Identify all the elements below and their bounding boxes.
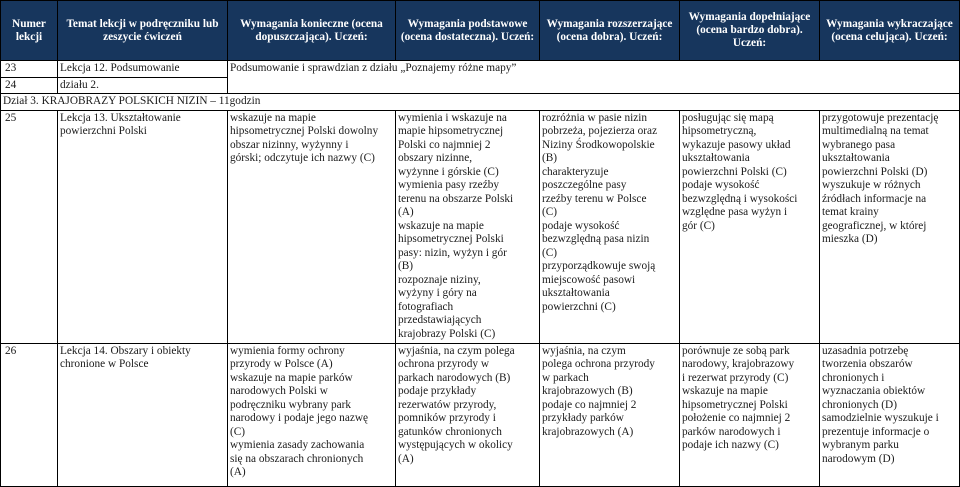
lesson-topic-text: Lekcja 14. Obszary i obiekty chronione w Polsce [60,344,191,370]
table-row [1,61,960,78]
extended-cell [540,110,680,343]
required-text: wskazuje na mapie hipsometrycznej Polski dowolny obszar nizinny, wyżynny i górski; odczytuje ich nazwy (C) [230,111,379,164]
complementary-cell [680,343,820,486]
summary-text: Podsumowanie i sprawdzian z działu „Poznajemy różne mapy” [230,62,517,74]
required-cell [228,343,396,486]
header-lesson-number: Numer lekcji [1,1,58,61]
required-cell [228,110,396,343]
extended-text: rozróżnia w pasie nizin pobrzeża, pojezierza oraz Niziny Środkowopolskie (B) charakteryzuje poszczególne pasy rzeźby terenu w Polsce (C) podaje wysokość bezwzględną pasa nizin (C) przyporządkowuje swoją miejscowość pasowi ukształtowania powierzchni (C) [542,111,658,313]
lesson-topic-text: Lekcja 13. Ukształtowanie powierzchni Polski [60,111,181,137]
header-row [1,1,960,61]
basic-text: wymienia i wskazuje na mapie hipsometrycznej Polski co najmniej 2 obszary nizinne, wyżynne i górskie (C) wymienia pasy rzeźby terenu na obszarze Polski (A) wskazuje na mapie hipsometrycznej Polski pasy: nizin, wyżyn i gór (B) rozpoznaje niziny, wyżyny i góry na fotografiach przedstawiających krajobrazy Polski (C) [398,111,514,340]
lesson-topic [58,110,228,343]
header-topic: Temat lekcji w podręczniku lub zeszycie ćwiczeń [58,1,228,61]
header-complementary: Wymagania dopełniające (ocena bardzo dobra). Uczeń: [680,1,820,61]
exceeding-text: uzasadnia potrzebę tworzenia obszarów chronionych i wyznaczania obiektów chronionych (D) samodzielnie wyszukuje i prezentuje informacje o wybranym parku narodowym (D) [822,344,939,465]
section-row [1,94,960,111]
section-title: Dział 3. KRAJOBRAZY POLSKICH NIZIN – 11godzin [1,94,960,111]
lesson-number: 25 [1,110,58,343]
table-row [1,110,960,343]
summary-cell [228,61,960,94]
complementary-text: posługując się mapą hipsometryczną, wykazuje pasowy układ ukształtowania powierzchni Polski (C) podaje wysokość bezwzględną i wysokości względne pasa wyżyn i gór (C) [682,111,798,232]
exceeding-cell [820,110,960,343]
lesson-number: 23 [1,61,58,78]
lesson-number: 24 [1,77,58,94]
header-exceeding: Wymagania wykraczające (ocena celująca). Uczeń: [820,1,960,61]
lesson-number: 26 [1,343,58,486]
basic-cell [396,343,540,486]
exceeding-cell [820,343,960,486]
exceeding-text: przygotowuje prezentację multimedialną na temat wybranego pasa ukształtowania powierzchni Polski (D) wyszukuje w różnych źródłach informacje na temat krainy geograficznej, w której mieszka (D) [822,111,939,245]
required-text: wymienia formy ochrony przyrody w Polsce (A) wskazuje na mapie parków narodowych Polski w podręczniku wybrany park narodowy i podaje jego nazwę (C) wymienia zasady zachowania się na obszarach chronionych (A) [230,344,369,478]
extended-text: wyjaśnia, na czym polega ochrona przyrody w parkach krajobrazowych (B) podaje co najmniej 2 przykłady parków krajobrazowych (A) [542,344,655,438]
header-extended: Wymagania rozszerzające (ocena dobra). Uczeń: [540,1,680,61]
basic-cell [396,110,540,343]
header-basic: Wymagania podstawowe (ocena dostateczna). Uczeń: [396,1,540,61]
lesson-topic: działu 2. [58,77,228,94]
header-required: Wymagania konieczne (ocena dopuszczająca). Uczeń: [228,1,396,61]
table-row [1,343,960,486]
lesson-topic: Lekcja 12. Podsumowanie [58,61,228,78]
lesson-topic [58,343,228,486]
basic-text: wyjaśnia, na czym polega ochrona przyrody w parkach narodowych (B) podaje przykłady rezerwatów przyrody, pomników przyrody i gatunków chronionych występujących w okolicy (A) [398,344,515,465]
extended-cell [540,343,680,486]
complementary-cell [680,110,820,343]
complementary-text: porównuje ze sobą park narodowy, krajobrazowy i rezerwat przyrody (C) wskazuje na mapie hipsometrycznej Polski położenie co najmniej 2 parków narodowych i podaje ich nazwy (C) [682,344,795,451]
